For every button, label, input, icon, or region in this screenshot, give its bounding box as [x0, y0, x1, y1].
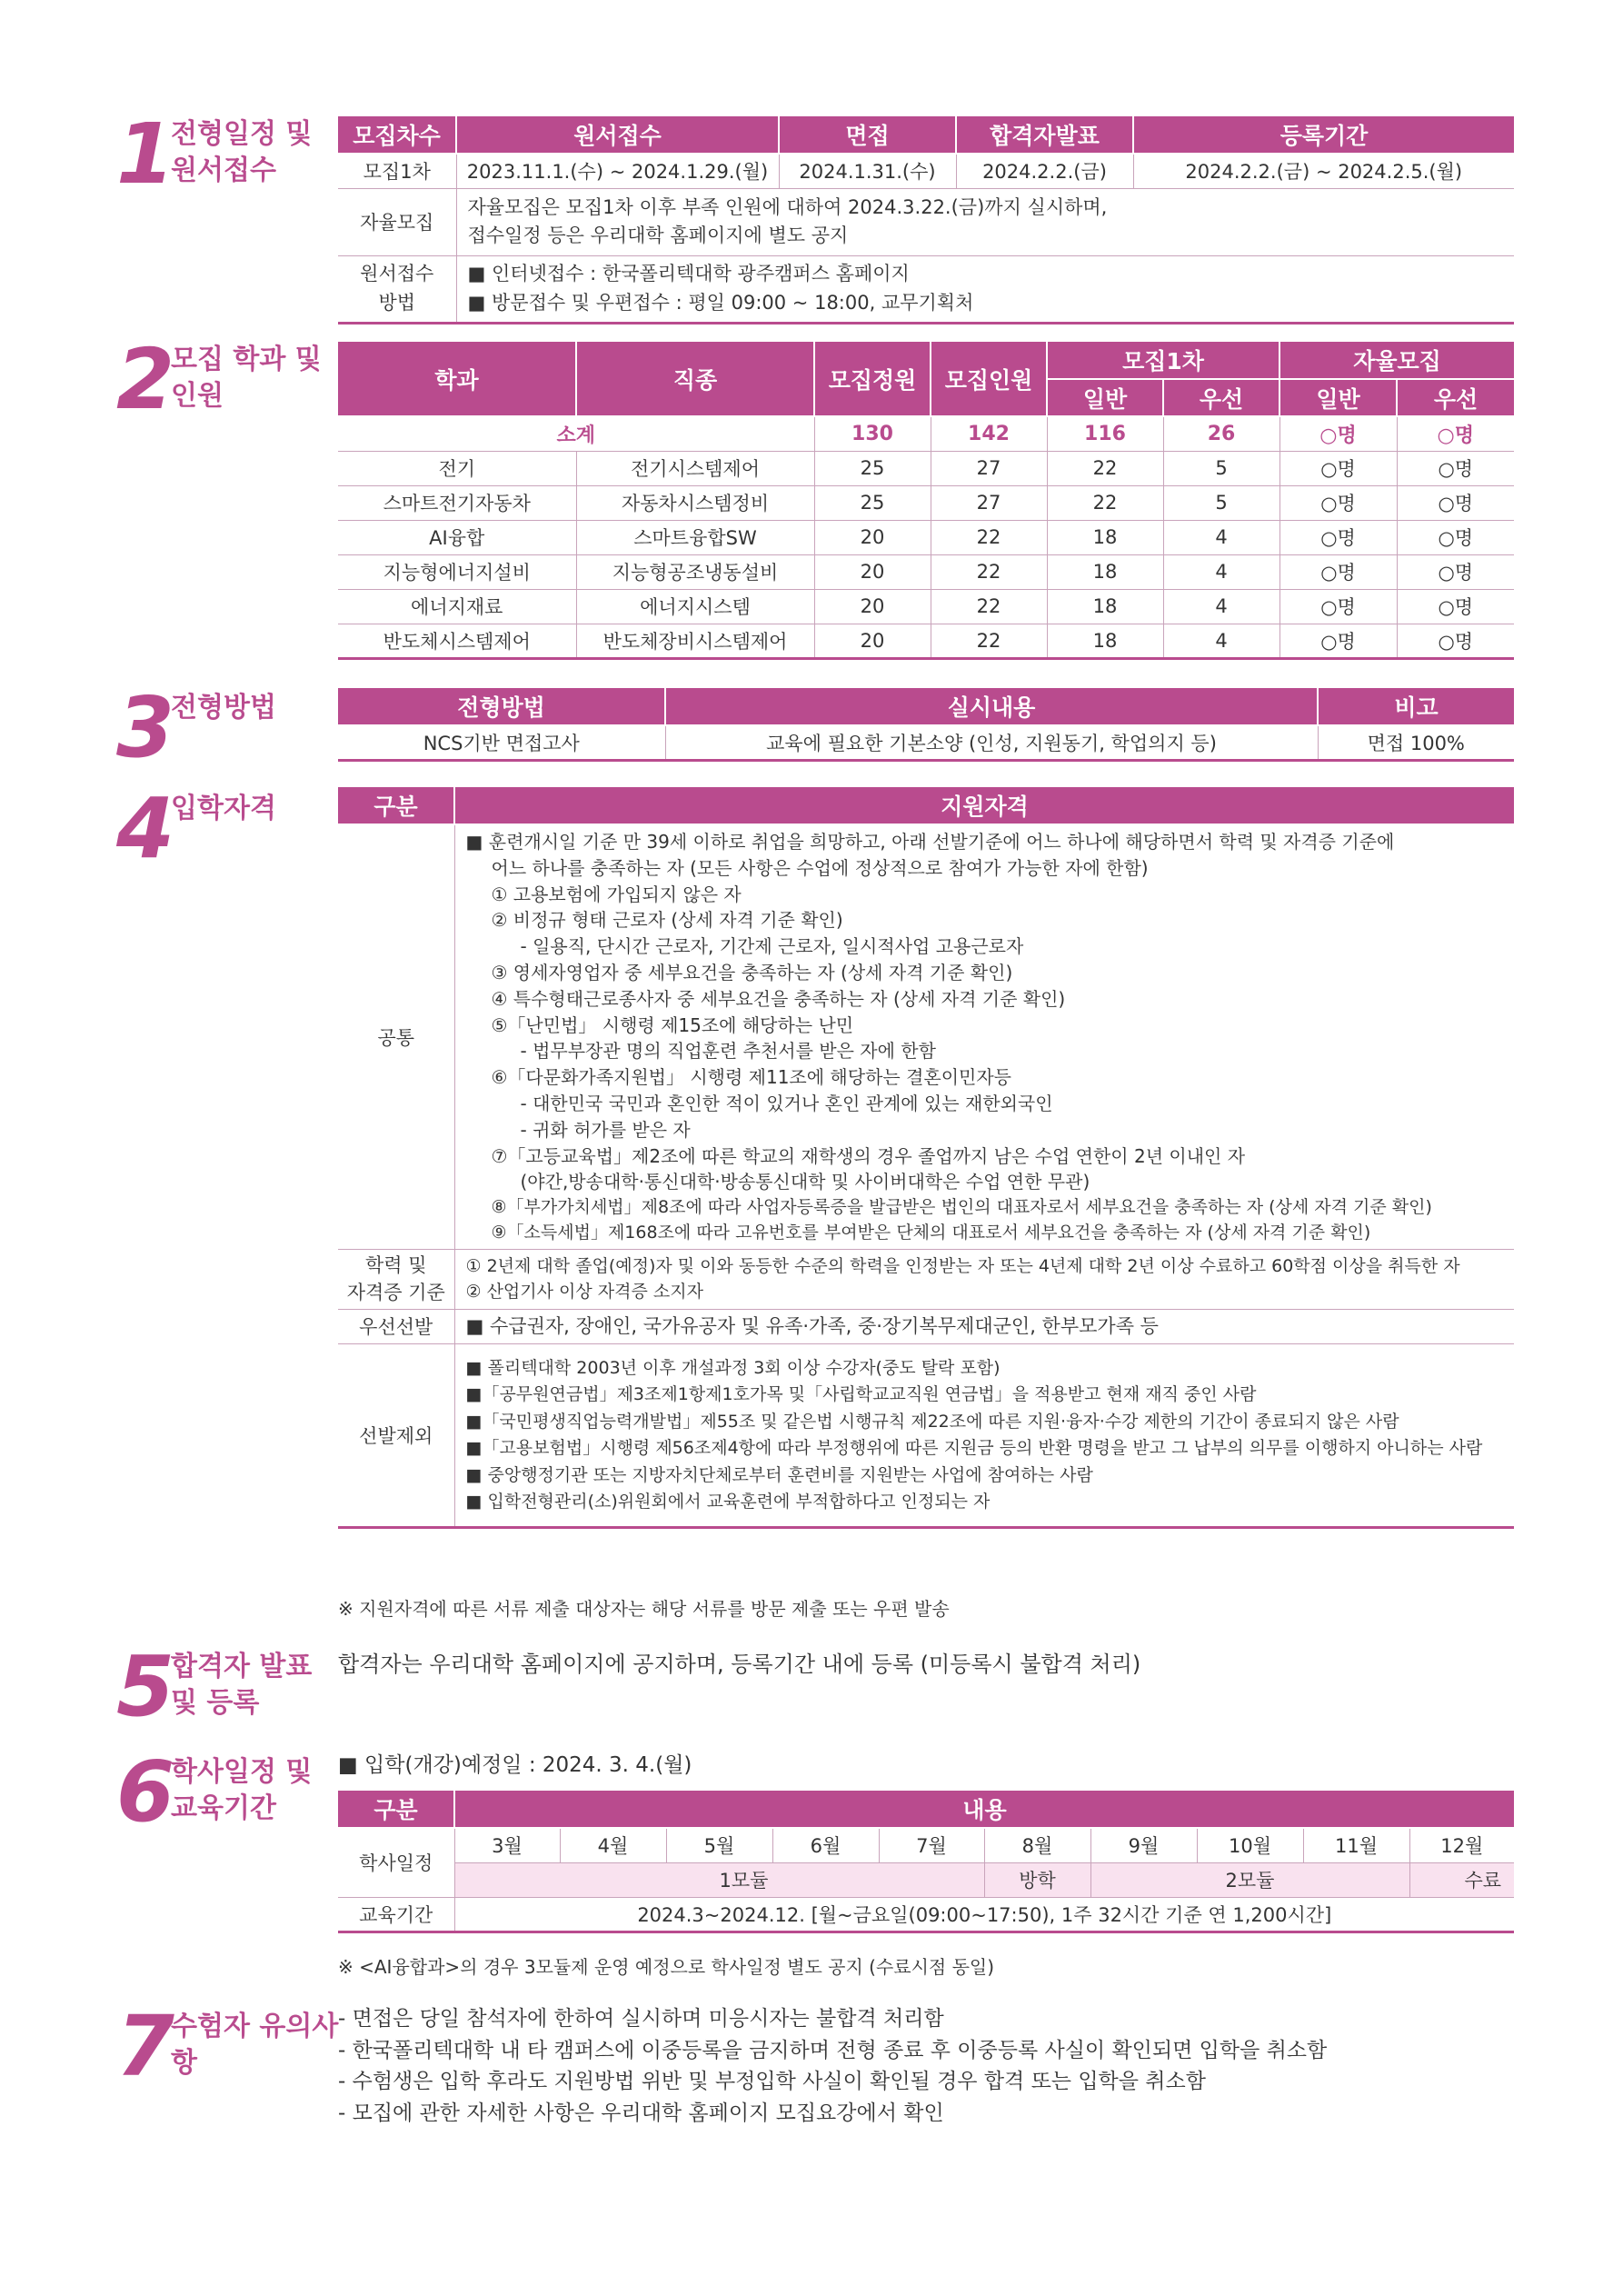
table-cell: 22: [931, 520, 1047, 554]
section-number: 3: [116, 679, 172, 776]
section-title: 수험자 유의사항: [171, 2011, 339, 2079]
list-item: - 수험생은 입학 후라도 지원방법 위반 및 부정입학 사실이 확인될 경우 합격 또는 입학을 취소함: [338, 2070, 1206, 2093]
section-title: 학사일정 및 교육기간: [171, 1756, 313, 1824]
table-cell: 4: [1163, 624, 1279, 658]
table-cell: [454, 824, 1514, 1249]
table-cell: ○명: [1397, 554, 1514, 589]
month-cell: 4월: [560, 1828, 666, 1862]
section-academic: [0, 1743, 1623, 1978]
table-cell: ○명: [1279, 485, 1397, 520]
table-cell: 교육에 필요한 기본소양 (인성, 지원동기, 학업의지 등): [665, 725, 1318, 760]
section-recruit: [0, 331, 1623, 684]
schedule-table: [338, 116, 1514, 324]
table-cell: ○명: [1397, 624, 1514, 658]
module-2-cell: 2모듈: [1090, 1862, 1409, 1897]
table-cell: AI융합: [338, 520, 576, 554]
table-cell: ■ 수급권자, 장애인, 국가유공자 및 유족·가족, 중·장기복무제대군인, 한부모가족 등: [454, 1309, 1514, 1343]
section-number: 7: [116, 1998, 172, 2095]
table-row: [338, 589, 1514, 624]
text-line: ■ 중앙행정기관 또는 지방자치단체로부터 훈련비를 지원받는 사업에 참여하는 사람: [465, 1464, 1093, 1485]
table-row: [338, 451, 1514, 485]
table-cell: 27: [931, 485, 1047, 520]
row-label: [338, 1249, 454, 1309]
table-row: [338, 520, 1514, 554]
table-cell: 22: [1047, 451, 1163, 485]
text-line: - 법무부장관 명의 직업훈련 추천서를 받은 자에 한함: [520, 1040, 936, 1063]
table-cell: 에너지재료: [338, 589, 576, 624]
table-cell: NCS기반 면접고사: [338, 725, 665, 760]
header-cell: 구분: [338, 787, 454, 824]
table-cell: 2024.2.2.(금): [956, 154, 1133, 188]
header-cell: 비고: [1318, 688, 1514, 725]
table-cell: 130: [814, 416, 931, 451]
table-cell: 22: [1047, 485, 1163, 520]
table-cell: 반도체시스템제어: [338, 624, 576, 658]
table-row: [338, 554, 1514, 589]
text-line: ② 산업기사 이상 자격증 소지자: [465, 1282, 703, 1303]
table-cell: ○명: [1397, 485, 1514, 520]
section-announce: [0, 1638, 1623, 1735]
text-line: ⑤「난민법」 시행령 제15조에 해당하는 난민: [491, 1013, 854, 1036]
table-cell: [456, 255, 1514, 323]
text-line: ■「공무원연금법」제3조제1항제1호가목 및「사립학교교직원 연금법」을 적용받고 현재 재직 중인 사람: [465, 1384, 1257, 1405]
section-number: 2: [116, 331, 172, 428]
section-number: 5: [116, 1638, 172, 1735]
table-row: [338, 485, 1514, 520]
text-line: ③ 영세자영업자 중 세부요건을 충족하는 자 (상세 자격 기준 확인): [491, 961, 1013, 983]
table-cell: 에너지시스템: [576, 589, 814, 624]
text-line: ■ 인터넷접수 : 한국폴리텍대학 광주캠퍼스 홈페이지: [467, 263, 910, 285]
table-cell: 소계: [338, 416, 814, 451]
table-cell: 22: [931, 554, 1047, 589]
header-cell: 면접: [779, 116, 956, 154]
table-cell: ○명: [1279, 624, 1397, 658]
table-cell: ○명: [1397, 451, 1514, 485]
row-label: 교육기간: [338, 1897, 454, 1932]
table-cell: 2024.2.2.(금) ~ 2024.2.5.(월): [1133, 154, 1514, 188]
row-label: 학사일정: [338, 1828, 454, 1897]
header-cell: 등록기간: [1133, 116, 1514, 154]
table-cell: 4: [1163, 520, 1279, 554]
table-cell: ○명: [1279, 520, 1397, 554]
table-cell: 전기시스템제어: [576, 451, 814, 485]
module-1-cell: 1모듈: [454, 1862, 984, 1897]
header-cell: 우선: [1163, 379, 1279, 416]
header-cell: 지원자격: [454, 787, 1514, 824]
table-cell: 20: [814, 520, 931, 554]
table-cell: ○명: [1279, 589, 1397, 624]
academic-table: [338, 1791, 1514, 1933]
table-cell: 5: [1163, 485, 1279, 520]
month-cell: 9월: [1090, 1828, 1197, 1862]
header-cell: 모집정원: [814, 342, 931, 416]
academic-note: ※ <AI융합과>의 경우 3모듈제 운영 예정으로 학사일정 별도 공지 (수료시점 동일): [338, 1956, 995, 1978]
table-cell: ○명: [1397, 416, 1514, 451]
table-cell: [454, 1343, 1514, 1528]
section-number: 1: [116, 105, 172, 203]
table-cell: 스마트융합SW: [576, 520, 814, 554]
table-cell: ○명: [1397, 589, 1514, 624]
label-line: 자격증 기준: [346, 1282, 445, 1304]
row-label: 자율모집: [338, 188, 456, 255]
header-cell: 전형방법: [338, 688, 665, 725]
table-cell: 면접 100%: [1318, 725, 1514, 760]
table-cell: 25: [814, 451, 931, 485]
section-number: 4: [116, 780, 172, 877]
table-cell: 전기: [338, 451, 576, 485]
table-cell: 116: [1047, 416, 1163, 451]
row-label: 선발제외: [338, 1343, 454, 1528]
table-cell: 27: [931, 451, 1047, 485]
text-line: 접수일정 등은 우리대학 홈페이지에 별도 공지: [467, 225, 849, 246]
table-cell: 지능형공조냉동설비: [576, 554, 814, 589]
section-eligibility: [0, 780, 1623, 1623]
text-line: ■ 방문접수 및 우편접수 : 평일 09:00 ~ 18:00, 교무기획처: [467, 291, 974, 314]
table-cell: 반도체장비시스템제어: [576, 624, 814, 658]
text-line: ② 비정규 형태 근로자 (상세 자격 기준 확인): [491, 909, 843, 932]
text-line: ⑨「소득세법」제168조에 따라 고유번호를 부여받은 단체의 대표로서 세부요건을 충족하는 자 (상세 자격 기준 확인): [491, 1222, 1371, 1243]
table-cell: 4: [1163, 554, 1279, 589]
eligibility-note: ※ 지원자격에 따른 서류 제출 대상자는 해당 서류를 방문 제출 또는 우편 발송: [338, 1598, 950, 1620]
table-cell: 26: [1163, 416, 1279, 451]
header-cell: 모집차수: [338, 116, 456, 154]
text-line: ■「고용보험법」시행령 제56조제4항에 따라 부정행위에 따른 지원금 등의 반환 명령을 받고 그 납부의 의무를 이행하지 아니하는 사람: [465, 1438, 1483, 1459]
label-line: 학력 및: [364, 1253, 427, 1276]
text-line: ④ 특수형태근로종사자 중 세부요건을 충족하는 자 (상세 자격 기준 확인): [491, 987, 1066, 1010]
section-title: 모집 학과 및 인원: [171, 344, 322, 412]
text-line: ⑦「고등교육법」제2조에 따른 학교의 재학생의 경우 졸업까지 남은 수업 연한이 2년 이내인 자: [491, 1144, 1246, 1167]
table-cell: 5: [1163, 451, 1279, 485]
table-cell: 스마트전기자동차: [338, 485, 576, 520]
section-title: 전형일정 및 원서접수: [171, 118, 313, 186]
text-line: ■ 폴리텍대학 2003년 이후 개설과정 3회 이상 수강자(중도 탈락 포함): [465, 1357, 1001, 1378]
text-line: ① 2년제 대학 졸업(예정)자 및 이와 동등한 수준의 학력을 인정받는 자 또는 4년제 대학 2년 이상 수료하고 60학점 이상을 취득한 자: [465, 1255, 1460, 1276]
text-line: ⑧「부가가치세법」제8조에 따라 사업자등록증을 발급받은 법인의 대표자로서 세부요건을 충족하는 자 (상세 자격 기준 확인): [491, 1197, 1432, 1218]
header-cell: 합격자발표: [956, 116, 1133, 154]
section-schedule: [0, 105, 1623, 331]
header-cell: 학과: [338, 342, 576, 416]
table-cell: [454, 1249, 1514, 1309]
table-cell: 20: [814, 589, 931, 624]
vacation-cell: 방학: [984, 1862, 1090, 1897]
table-cell: [456, 188, 1514, 255]
table-cell: 25: [814, 485, 931, 520]
row-label: 우선선발: [338, 1309, 454, 1343]
text-line: ■ 입학전형관리(소)위원회에서 교육훈련에 부적합하다고 인정되는 자: [465, 1491, 991, 1512]
month-cell: 6월: [772, 1828, 879, 1862]
table-cell: 18: [1047, 554, 1163, 589]
table-cell: 22: [931, 624, 1047, 658]
header-cell: 실시내용: [665, 688, 1318, 725]
section-notices: [0, 1998, 1623, 2151]
table-cell: 지능형에너지설비: [338, 554, 576, 589]
row-label: [338, 255, 456, 323]
table-cell: 2024.3~2024.12. [월~금요일(09:00~17:50), 1주 32시간 기준 연 1,200시간]: [454, 1897, 1514, 1932]
list-item: - 모집에 관한 자세한 사항은 우리대학 홈페이지 모집요강에서 확인: [338, 2101, 944, 2125]
table-cell: 18: [1047, 624, 1163, 658]
table-cell: 22: [931, 589, 1047, 624]
method-table: [338, 688, 1514, 762]
header-cell: 모집인원: [931, 342, 1047, 416]
header-cell: 모집1차: [1047, 342, 1279, 379]
section-title: 전형방법: [171, 692, 276, 724]
row-label: 공통: [338, 824, 454, 1249]
header-cell: 직종: [576, 342, 814, 416]
month-cell: 5월: [666, 1828, 772, 1862]
list-item: - 면접은 당일 참석자에 한하여 실시하며 미응시자는 불합격 처리함: [338, 2007, 944, 2031]
month-cell: 8월: [984, 1828, 1090, 1862]
text-line: ■ 훈련개시일 기준 만 39세 이하로 취업을 희망하고, 아래 선발기준에 어느 하나에 해당하면서 학력 및 자격증 기준에: [465, 831, 1395, 853]
text-line: 어느 하나를 충족하는 자 (모든 사항은 수업에 정상적으로 참여가 가능한 자에 한함): [491, 856, 1149, 879]
recruit-table: [338, 342, 1514, 660]
header-cell: 내용: [454, 1791, 1514, 1828]
text-line: ⑥「다문화가족지원법」 시행령 제11조에 해당하는 결혼이민자등: [491, 1066, 1011, 1089]
text-line: - 일용직, 단시간 근로자, 기간제 근로자, 일시적사업 고용근로자: [520, 935, 1024, 958]
table-cell: 20: [814, 554, 931, 589]
table-cell: 2023.11.1.(수) ~ 2024.1.29.(월): [456, 154, 779, 188]
header-cell: 구분: [338, 1791, 454, 1828]
header-cell: 일반: [1047, 379, 1163, 416]
header-cell: 일반: [1279, 379, 1397, 416]
section-number: 6: [116, 1743, 172, 1841]
eligibility-table: [338, 787, 1514, 1529]
table-cell: 자동차시스템정비: [576, 485, 814, 520]
notice-list: [338, 2003, 1327, 2129]
list-item: - 한국폴리텍대학 내 타 캠퍼스에 이중등록을 금지하며 전형 종료 후 이중등록 사실이 확인되면 입학을 취소함: [338, 2038, 1328, 2062]
month-cell: 12월: [1409, 1828, 1514, 1862]
table-row: [338, 624, 1514, 658]
section-title: 입학자격: [171, 793, 276, 824]
text-line: - 대한민국 국민과 혼인한 적이 있거나 혼인 관계에 있는 재한외국인: [520, 1092, 1053, 1114]
header-cell: 자율모집: [1279, 342, 1514, 379]
month-cell: 7월: [879, 1828, 984, 1862]
month-cell: 10월: [1197, 1828, 1303, 1862]
label-line: 원서접수: [360, 263, 434, 285]
table-cell: 20: [814, 624, 931, 658]
table-cell: ○명: [1397, 520, 1514, 554]
table-cell: 18: [1047, 520, 1163, 554]
complete-cell: 수료: [1409, 1862, 1514, 1897]
text-line: ① 고용보험에 가입되지 않은 자: [491, 883, 742, 905]
table-cell: 4: [1163, 589, 1279, 624]
text-line: (야간,방송대학·통신대학·방송통신대학 및 사이버대학은 수업 연한 무관): [520, 1171, 1090, 1193]
month-cell: 11월: [1303, 1828, 1409, 1862]
text-line: 자율모집은 모집1차 이후 부족 인원에 대하여 2024.3.22.(금)까지 실시하며,: [467, 195, 1108, 218]
table-cell: 모집1차: [338, 154, 456, 188]
table-cell: 2024.1.31.(수): [779, 154, 956, 188]
header-cell: 원서접수: [456, 116, 779, 154]
header-cell: 우선: [1397, 379, 1514, 416]
table-cell: 18: [1047, 589, 1163, 624]
table-cell: 142: [931, 416, 1047, 451]
month-cell: 3월: [454, 1828, 560, 1862]
table-cell: ○명: [1279, 416, 1397, 451]
table-cell: ○명: [1279, 451, 1397, 485]
text-line: ■「국민평생직업능력개발법」제55조 및 같은법 시행규칙 제22조에 따른 지원·융자·수강 제한의 기간이 종료되지 않은 사람: [465, 1411, 1399, 1432]
section-title: 합격자 발표 및 등록: [171, 1651, 313, 1719]
section-method: [0, 679, 1623, 777]
text-line: - 귀화 허가를 받은 자: [520, 1118, 691, 1141]
label-line: 방법: [378, 291, 416, 314]
announce-text: 합격자는 우리대학 홈페이지에 공지하며, 등록기간 내에 등록 (미등록시 불합격 처리): [338, 1652, 1141, 1677]
table-cell: ○명: [1279, 554, 1397, 589]
start-date: ■ 입학(개강)예정일 : 2024. 3. 4.(월): [338, 1753, 692, 1777]
